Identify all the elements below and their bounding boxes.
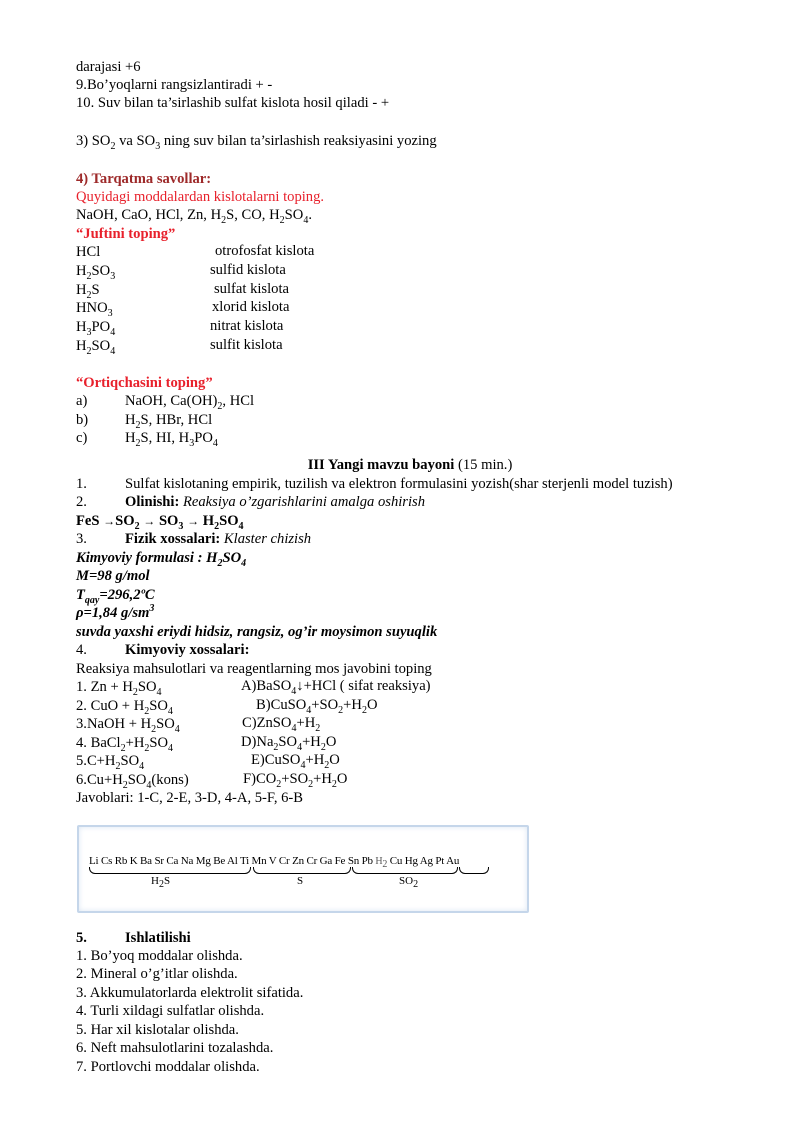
option-item: b) $H_2S$, HBr, HCl	[76, 412, 213, 431]
reagent-row: $5.C+H_2SO_4$	[76, 753, 145, 772]
reagent-row: $6.Cu+H_2SO_4(kons)$	[76, 772, 189, 791]
pair-right: xlorid kislota	[212, 299, 290, 315]
reaction-chain: FeS $\to SO_2 \to SO_3 \to H_2SO_4$	[76, 513, 244, 532]
pair-right: otrofosfat kislota	[215, 243, 315, 259]
reagent-row: 3.NaOH + $H_2SO_4$	[76, 716, 180, 735]
point-4: 4. Kimyoviy xossalari:	[76, 642, 250, 658]
reagent-row: 2. CuO + $H_2SO_4$	[76, 698, 173, 717]
product-row: $B)CuSO_4+SO_2+H_2O$	[256, 697, 378, 716]
metal-activity-series	[77, 825, 529, 913]
pair-right: sulfit kislota	[210, 337, 283, 353]
task-4-instruction: Quyidagi moddalardan kislotalarni toping.	[76, 189, 325, 205]
product-row: $F)CO_2+SO_2+H_2O$	[243, 771, 348, 790]
task-4-heading: 4) Tarqatma savollar:	[76, 171, 212, 187]
molar-mass: M=98 g/mol	[76, 568, 150, 584]
option-item: a) NaOH, $Ca(OH)_2$, HCl	[76, 393, 255, 412]
use-item: 6. Neft mahsulotlarini tozalashda.	[76, 1040, 274, 1056]
brace-s	[253, 867, 351, 874]
label-h2s: $H_2S$	[151, 875, 171, 891]
use-item: 4. Turli xildagi sulfatlar olishda.	[76, 1003, 265, 1019]
pair-left: $HNO_3$	[76, 300, 113, 319]
text-line: darajasi +6	[76, 59, 141, 75]
reagent-row: 4. $BaCl_2+H_2SO_4$	[76, 735, 174, 754]
formula-line: Kimyoviy formulasi : $H_2SO_4$	[76, 550, 247, 569]
chem-instruction: Reaksiya mahsulotlari va reagentlarning mos javobini toping	[76, 661, 432, 677]
pair-right: nitrat kislota	[210, 318, 284, 334]
pair-left: $H_3PO_4$	[76, 319, 116, 338]
brace-so2	[352, 867, 458, 874]
label-s: S	[297, 875, 304, 887]
pair-left: HCl	[76, 244, 101, 260]
point-3: 3. Fizik xossalari: Klaster chizish	[76, 531, 312, 547]
ortiqcha-heading: “Ortiqchasini toping”	[76, 375, 213, 391]
use-item: 7. Portlovchi moddalar olishda.	[76, 1059, 260, 1075]
metal-list: Li Cs Rb K Ba Sr Ca Na Mg Be Al Ti Mn V Cr Zn Cr Ga Fe Sn Pb $H_2$ Cu Hg Ag Pt Au	[89, 855, 460, 870]
substance-list: NaOH, CaO, HCl, Zn, $H_2S$, CO, $H_2SO_4$.	[76, 207, 312, 226]
use-item: 2. Mineral o’g’itlar olishda.	[76, 966, 238, 982]
pair-right: sulfid kislota	[210, 262, 286, 278]
product-row: $C)ZnSO_4+H_2$	[242, 715, 321, 734]
juftini-heading: “Juftini toping”	[76, 226, 176, 242]
product-row: $E)CuSO_4+H_2O$	[251, 752, 340, 771]
pair-left: $H_2SO_3$	[76, 263, 116, 282]
use-item: 3. Akkumulatorlarda elektrolit sifatida.	[76, 985, 304, 1001]
point-2: 2. Olinishi: Reaksiya o’zgarishlarini amalga oshirish	[76, 494, 426, 510]
text-line: 10. Suv bilan ta’sirlashib sulfat kislota hosil qiladi - +	[76, 95, 390, 111]
brace-end	[459, 867, 489, 874]
use-item: 1. Bo’yoq moddalar olishda.	[76, 948, 243, 964]
section-3-title: III Yangi mavzu bayoni (15 min.)	[307, 457, 513, 473]
task-3: 3) $SO_2$ va $SO_3$ ning suv bilan ta’sirlashish reaksiyasini yozing	[76, 133, 437, 152]
pair-right: sulfat kislota	[214, 281, 289, 297]
boiling-point: $T_{qay}=296,2ºC$	[76, 587, 155, 606]
point-1: 1. Sulfat kislotaning empirik, tuzilish va elektron formulasini yozish(shar sterjenli model tuzish)	[76, 476, 673, 492]
pair-left: $H_2SO_4$	[76, 338, 116, 357]
reagent-row: 1. $Zn + H_2SO_4$	[76, 679, 162, 698]
label-so2: $SO_2$	[399, 875, 419, 891]
answers: Javoblari: 1-C, 2-E, 3-D, 4-A, 5-F, 6-B	[76, 790, 304, 806]
product-row: A)BaSO$_4$↓+HCl ( sifat reaksiya)	[241, 678, 431, 697]
point-5: 5. Ishlatilishi	[76, 930, 191, 946]
option-item: c) $H_2S$, HI, $H_3PO_4$	[76, 430, 218, 449]
density: ρ=1,84 $g/sm^3$	[76, 603, 155, 621]
description: suvda yaxshi eriydi hidsiz, rangsiz, og’ir moysimon suyuqlik	[76, 624, 438, 640]
pair-left: $H_2S$	[76, 282, 100, 301]
brace-h2s	[89, 867, 251, 874]
use-item: 5. Har xil kislotalar olishda.	[76, 1022, 239, 1038]
text-line: 9.Bo’yoqlarni rangsizlantiradi + -	[76, 77, 273, 93]
product-row: $D)Na_2SO_4+H_2O$	[241, 734, 337, 753]
